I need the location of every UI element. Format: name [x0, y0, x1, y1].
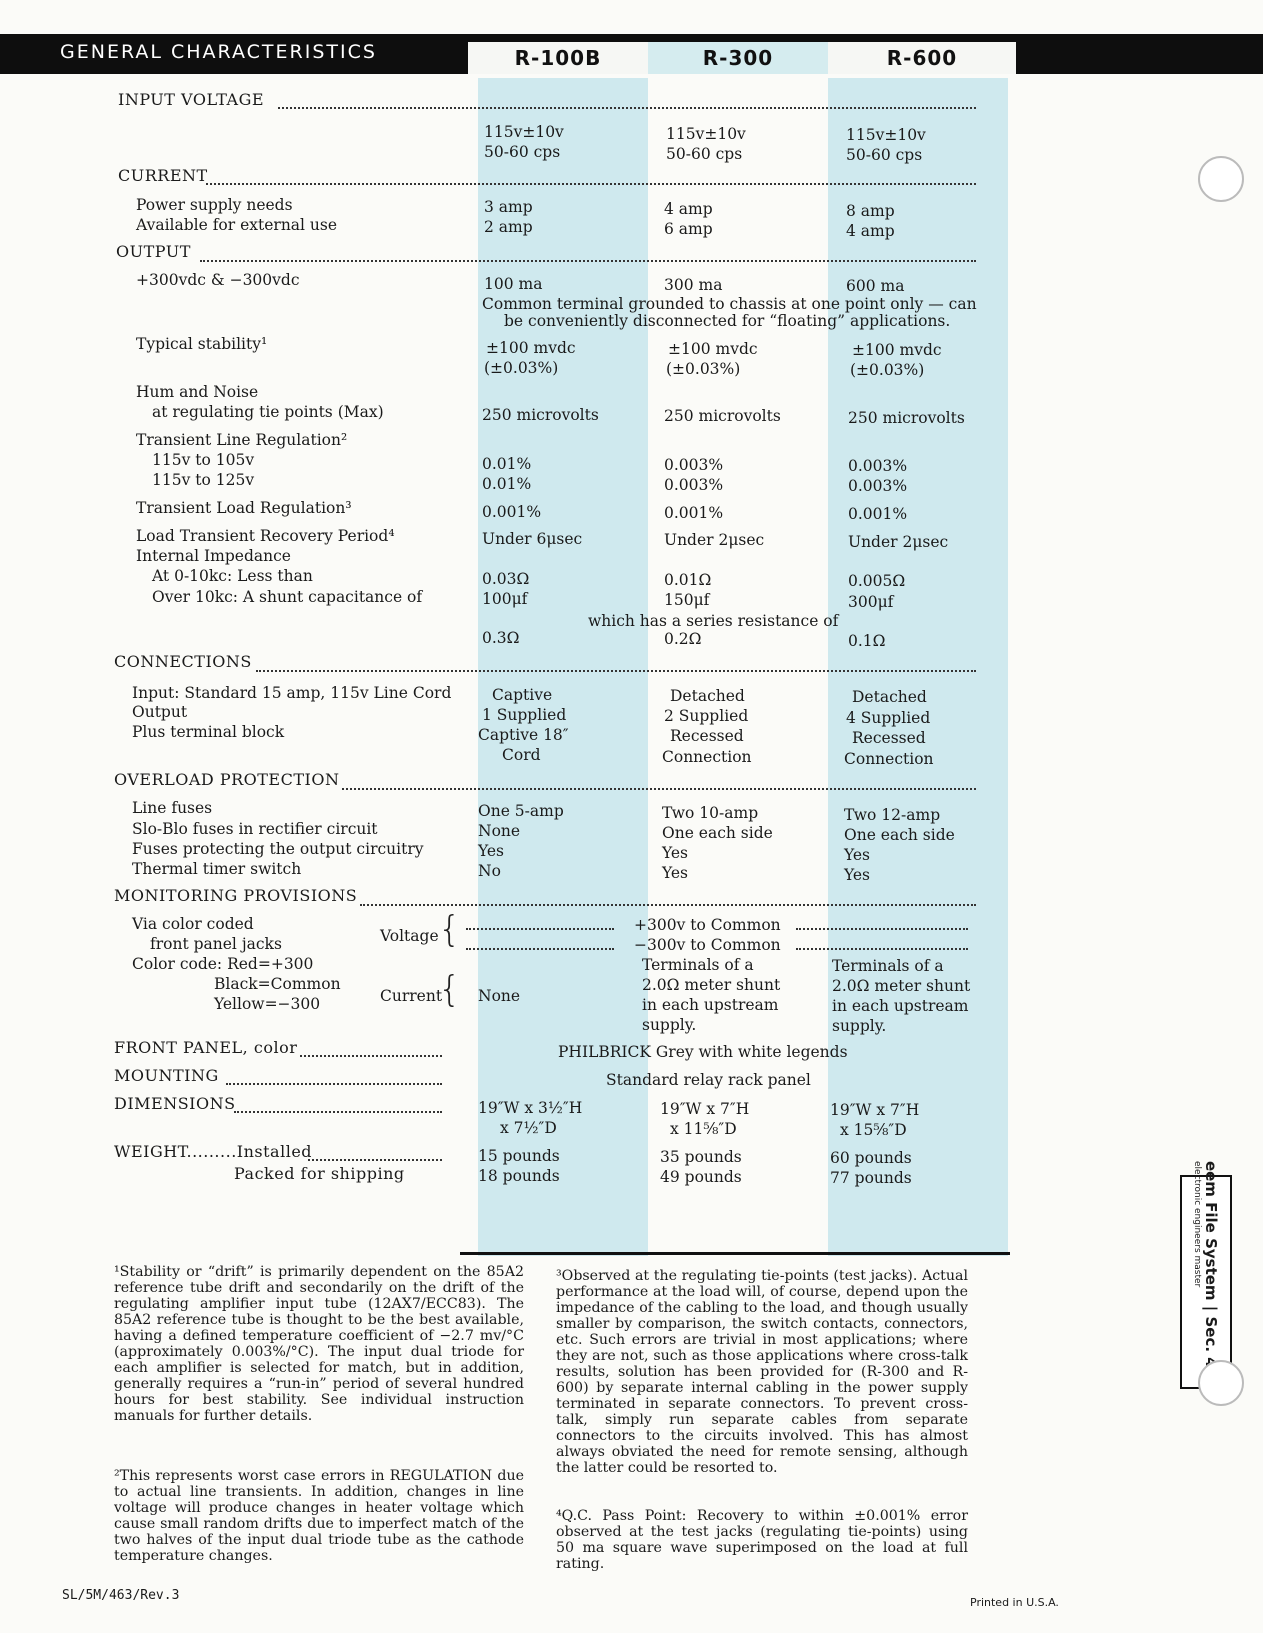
r600-input-f: 50-60 cps	[846, 146, 923, 164]
r300-dims: 19″W x 7″H	[660, 1100, 750, 1118]
brace-icon: {	[438, 909, 461, 950]
label-power-needs: Power supply needs	[136, 196, 293, 214]
label-yellow: Yellow=−300	[214, 995, 321, 1013]
r600-imp-low: 0.005Ω	[848, 572, 906, 590]
label-typical-stability: Typical stability¹	[136, 335, 268, 353]
dotted-leader	[234, 1111, 442, 1113]
r600-input-v: 115v±10v	[846, 126, 926, 144]
r100b-weight: 15 pounds	[478, 1147, 560, 1165]
section-output: OUTPUT	[116, 242, 191, 261]
r300-weight: 35 pounds	[660, 1148, 742, 1166]
r100b-recovery: Under 6μsec	[482, 530, 583, 548]
dotted-leader	[300, 1055, 442, 1057]
dotted-leader	[796, 948, 968, 950]
r600-available: 4 amp	[846, 222, 895, 240]
r600-fuse-3: Yes	[844, 866, 871, 884]
r600-weight: 60 pounds	[830, 1149, 912, 1167]
r600-fuse-0: Two 12-amp	[844, 806, 941, 824]
r300-fuse-3: Yes	[662, 864, 689, 882]
r300-conn-0: Detached	[670, 687, 745, 705]
r300-fuse-0: Two 10-amp	[662, 804, 759, 822]
section-monitoring: MONITORING PROVISIONS	[114, 886, 358, 905]
footnote-rule	[460, 1252, 1010, 1255]
r300-imp-low: 0.01Ω	[664, 571, 712, 589]
r100b-dims2: x 7½″D	[500, 1119, 557, 1137]
r100b-input-v: 115v±10v	[484, 123, 564, 141]
r600-fuse-1: One each side	[844, 826, 955, 844]
footnote-2: ²This represents worst case errors in REGULATION due to actual line transients. In addition, changes in line voltage will produce changes in heater voltage which cause small random drifts due to imperfect match of the two halves of the input dual triode tube as the cathode temperature changes.	[114, 1468, 524, 1564]
r100b-hum: 250 microvolts	[482, 406, 599, 424]
r600-line2: 0.003%	[848, 477, 908, 495]
model-header-r600: R-600	[828, 42, 1016, 74]
dotted-leader	[226, 1083, 442, 1085]
label-conn-input: Input: Standard 15 amp, 115v Line Cord	[132, 684, 452, 702]
r100b-conn-1: 1 Supplied	[482, 706, 567, 724]
r600-imp-res: 0.1Ω	[848, 632, 886, 650]
label-color-code: Color code: Red=+300	[132, 955, 314, 973]
r300-dims2: x 11⅝″D	[670, 1120, 737, 1138]
r300-load-reg: 0.001%	[664, 504, 724, 522]
r100b-line1: 0.01%	[482, 455, 532, 473]
r300-line1: 0.003%	[664, 456, 724, 474]
r100b-stability: ±100 mvdc	[486, 339, 576, 357]
dotted-leader	[206, 183, 976, 185]
r300-monitor-current: Terminals of a 2.0Ω meter shunt in each upstream supply.	[642, 956, 781, 1034]
r300-line2: 0.003%	[664, 476, 724, 494]
r100b-fuse-2: Yes	[478, 842, 505, 860]
dotted-leader	[466, 928, 614, 930]
label-fuses-output: Fuses protecting the output circuitry	[132, 840, 424, 858]
section-overload: OVERLOAD PROTECTION	[114, 770, 340, 789]
r600-conn-3: Connection	[844, 750, 934, 768]
label-transient-line: Transient Line Regulation²	[136, 431, 348, 449]
document-code: SL/5M/463/Rev.3	[62, 1588, 180, 1603]
model-header-r100b: R-100B	[468, 42, 648, 74]
r600-conn-2: Recessed	[852, 729, 926, 747]
dotted-leader	[466, 948, 614, 950]
r100b-imp-low: 0.03Ω	[482, 570, 530, 588]
dotted-leader	[278, 107, 976, 109]
r600-stability: ±100 mvdc	[852, 341, 942, 359]
r300-power-needs: 4 amp	[664, 200, 713, 218]
label-imp-high: Over 10kc: A shunt capacitance of	[152, 588, 423, 606]
r100b-fuse-0: One 5-amp	[478, 802, 564, 820]
label-line-125: 115v to 125v	[152, 471, 255, 489]
footnote-1: ¹Stability or “drift” is primarily dependent on the 85A2 reference tube drift and secondarily on the drift of the regulating amplifier input tube (12AX7/ECC83). The 85A2 reference tube is thought to be the best available, having a defined temperature coefficient of −2.7 mv/°C (approximately 0.003%/°C). The input dual triode for each amplifier is selected for match, but in addition, generally requires a “run-in” period of several hundred hours for best stability. See individual instruction manuals for further details.	[114, 1264, 524, 1424]
section-current: CURRENT	[118, 166, 208, 185]
r100b-output: 100 ma	[484, 275, 543, 293]
r100b-dims: 19″W x 3½″H	[478, 1099, 583, 1117]
r100b-available: 2 amp	[484, 218, 533, 236]
r100b-weight-packed: 18 pounds	[478, 1167, 560, 1185]
r300-input-f: 50-60 cps	[666, 145, 743, 163]
shared-common-terminal-2: be conveniently disconnected for “floating” applications.	[504, 312, 951, 330]
r300-fuse-1: One each side	[662, 824, 773, 842]
section-front-panel: FRONT PANEL, color	[114, 1038, 298, 1057]
page-title: GENERAL CHARACTERISTICS	[60, 41, 377, 63]
label-transient-load: Transient Load Regulation³	[136, 499, 352, 517]
label-load-recovery: Load Transient Recovery Period⁴	[136, 527, 395, 545]
section-dimensions: DIMENSIONS	[114, 1094, 236, 1113]
r100b-monitor-current: None	[478, 987, 521, 1005]
r300-conn-3: Connection	[662, 748, 752, 766]
label-voltage: Voltage	[380, 927, 439, 945]
model-header-r300: R-300	[648, 42, 828, 74]
r100b-imp-cap: 100μf	[482, 590, 528, 608]
r600-dims2: x 15⅝″D	[840, 1121, 907, 1139]
r100b-fuse-3: No	[478, 862, 501, 880]
brace-icon: {	[438, 969, 461, 1010]
shared-front-panel: PHILBRICK Grey with white legends	[558, 1043, 848, 1061]
label-line-fuses: Line fuses	[132, 799, 213, 817]
dotted-leader	[796, 928, 968, 930]
printed-in: Printed in U.S.A.	[970, 1596, 1059, 1609]
r600-imp-cap: 300μf	[848, 593, 894, 611]
r300-input-v: 115v±10v	[666, 125, 746, 143]
label-hum-noise: Hum and Noise	[136, 383, 259, 401]
binder-hole-icon	[1198, 156, 1244, 202]
r100b-conn-0: Captive	[492, 686, 553, 704]
r100b-stability-pct: (±0.03%)	[484, 359, 559, 377]
r300-imp-cap: 150μf	[664, 591, 710, 609]
footnote-4: ⁴Q.C. Pass Point: Recovery to within ±0.001% error observed at the test jacks (regulating tie-points) using 50 ma square wave superimposed on the load at full rating.	[556, 1508, 968, 1572]
r300-available: 6 amp	[664, 220, 713, 238]
label-line-105: 115v to 105v	[152, 451, 255, 469]
section-connections: CONNECTIONS	[114, 652, 252, 671]
shared-mounting: Standard relay rack panel	[606, 1071, 811, 1089]
column-band-r600	[828, 78, 1008, 1256]
label-front-jacks: front panel jacks	[150, 935, 282, 953]
r600-output: 600 ma	[846, 277, 905, 295]
label-hum-noise-sub: at regulating tie points (Max)	[152, 403, 384, 421]
r300-monitor-v1: +300v to Common	[634, 916, 781, 934]
r100b-line2: 0.01%	[482, 475, 532, 493]
label-thermal: Thermal timer switch	[132, 860, 302, 878]
label-available: Available for external use	[136, 216, 338, 234]
label-internal-impedance: Internal Impedance	[136, 547, 291, 565]
r600-load-reg: 0.001%	[848, 505, 908, 523]
r600-hum: 250 microvolts	[848, 409, 965, 427]
label-via-color: Via color coded	[132, 915, 254, 933]
r600-weight-packed: 77 pounds	[830, 1169, 912, 1187]
shared-series-resistance: which has a series resistance of	[588, 612, 839, 630]
r300-output: 300 ma	[664, 276, 723, 294]
r300-stability: ±100 mvdc	[668, 340, 758, 358]
r100b-imp-res: 0.3Ω	[482, 629, 520, 647]
r100b-conn-2: Captive 18″	[478, 726, 569, 744]
label-slo-blo: Slo-Blo fuses in rectifier circuit	[132, 820, 378, 838]
r300-hum: 250 microvolts	[664, 407, 781, 425]
r600-conn-0: Detached	[852, 688, 927, 706]
r600-line1: 0.003%	[848, 457, 908, 475]
r300-fuse-2: Yes	[662, 844, 689, 862]
dotted-leader	[200, 260, 976, 262]
r100b-conn-3: Cord	[502, 746, 541, 764]
dotted-leader	[256, 670, 976, 672]
label-conn-terminal: Plus terminal block	[132, 723, 285, 741]
r300-imp-res: 0.2Ω	[664, 630, 702, 648]
shared-common-terminal: Common terminal grounded to chassis at one point only — can	[482, 295, 977, 313]
binder-hole-icon	[1198, 1360, 1244, 1406]
r100b-load-reg: 0.001%	[482, 503, 542, 521]
dotted-leader	[360, 904, 976, 906]
label-current: Current	[380, 987, 443, 1005]
r600-stability-pct: (±0.03%)	[850, 361, 925, 379]
r100b-fuse-1: None	[478, 822, 521, 840]
label-imp-low: At 0-10kc: Less than	[152, 567, 313, 585]
dotted-leader	[308, 1159, 442, 1161]
label-weight-packed: Packed for shipping	[234, 1164, 405, 1183]
section-weight: WEIGHT.........Installed	[114, 1142, 313, 1161]
section-mounting: MOUNTING	[114, 1066, 219, 1085]
r600-fuse-2: Yes	[844, 846, 871, 864]
label-black: Black=Common	[214, 975, 341, 993]
section-input-voltage: INPUT VOLTAGE	[118, 90, 265, 109]
r600-monitor-current: Terminals of a 2.0Ω meter shunt in each upstream supply.	[832, 957, 971, 1035]
r600-conn-1: 4 Supplied	[846, 709, 931, 727]
dotted-leader	[342, 788, 976, 790]
r300-monitor-v2: −300v to Common	[634, 936, 781, 954]
file-system-label: eem File System | Sec. electronic engineers master	[1192, 1160, 1220, 1353]
r100b-input-f: 50-60 cps	[484, 143, 561, 161]
r100b-power-needs: 3 amp	[484, 198, 533, 216]
r600-power-needs: 8 amp	[846, 202, 895, 220]
label-conn-output: Output	[132, 703, 188, 721]
r300-weight-packed: 49 pounds	[660, 1168, 742, 1186]
r300-conn-1: 2 Supplied	[664, 707, 749, 725]
label-output-voltage: +300vdc & −300vdc	[136, 271, 300, 289]
footnote-3: ³Observed at the regulating tie-points (test jacks). Actual performance at the load will, of course, depend upon the impedance of the cabling to the load, and though usually smaller by comparison, the switch contacts, connectors, etc. Such errors are trivial in most applications; where they are not, such as those applications where cross-talk results, solution has been provided for (R-300 and R-600) by separate internal cabling in the power supply terminated in separate connectors. To prevent cross-talk, simply run separate cables from separate connectors to the circuits involved. This has almost always obviated the need for remote sensing, although the latter could be resorted to.	[556, 1268, 968, 1476]
r600-dims: 19″W x 7″H	[830, 1101, 920, 1119]
r300-stability-pct: (±0.03%)	[666, 360, 741, 378]
r300-conn-2: Recessed	[670, 727, 744, 745]
r600-recovery: Under 2μsec	[848, 533, 949, 551]
r300-recovery: Under 2μsec	[664, 531, 765, 549]
